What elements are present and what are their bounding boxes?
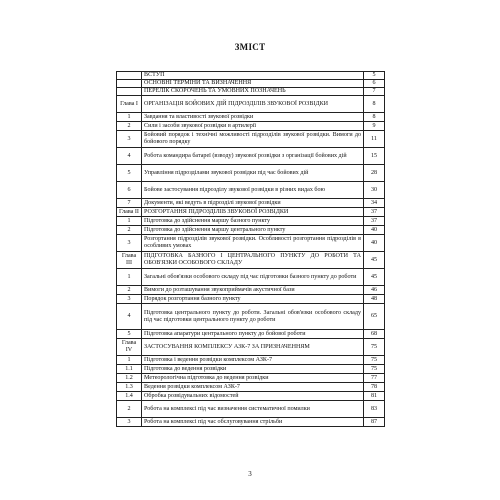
section-page: 8 — [364, 113, 385, 122]
section-title: ОСНОВНІ ТЕРМІНИ ТА ВИЗНАЧЕННЯ — [142, 80, 364, 88]
section-page: 45 — [364, 252, 385, 269]
table-row — [117, 113, 385, 122]
section-page: 75 — [364, 356, 385, 365]
section-number: 1 — [117, 269, 142, 286]
table-row — [117, 269, 385, 286]
section-page: 11 — [364, 131, 385, 148]
toc-body — [117, 72, 385, 427]
section-number: 7 — [117, 199, 142, 208]
section-number: 1 — [117, 356, 142, 365]
section-title: Робота на комплексі під час визначення систематичної помилки — [142, 401, 364, 418]
section-number: 6 — [117, 182, 142, 199]
section-page: 77 — [364, 374, 385, 383]
section-title: Сили і засоби звукової розвідки в артилерії — [142, 122, 364, 131]
table-row — [117, 235, 385, 252]
table-row — [117, 286, 385, 295]
section-title: Підготовка і ведення розвідки комплексом АЗК-7 — [142, 356, 364, 365]
section-title: Обробка розвідувальних відомостей — [142, 392, 364, 401]
table-row — [117, 356, 385, 365]
section-page: 75 — [364, 365, 385, 374]
section-title: ЗАСТОСУВАННЯ КОМПЛЕКСУ АЗК-7 ЗА ПРИЗНАЧЕННЯМ — [142, 339, 364, 356]
section-number: 2 — [117, 122, 142, 131]
section-title: Порядок розгортання базного пункту — [142, 295, 364, 304]
section-number: Глава ІІІ — [117, 252, 142, 269]
section-title: ОРГАНІЗАЦІЯ БОЙОВИХ ДІЙ ПІДРОЗДІЛІВ ЗВУКОВОЇ РОЗВІДКИ — [142, 96, 364, 113]
table-of-contents — [116, 71, 385, 427]
section-number — [117, 88, 142, 96]
section-title: Бойовий порядок і технічні можливості підрозділів звукової розвідки. Вимоги до бойового порядку — [142, 131, 364, 148]
table-row — [117, 165, 385, 182]
section-number: Глава ІІ — [117, 208, 142, 217]
table-row — [117, 226, 385, 235]
section-title: Підготовка до ведення розвідки — [142, 365, 364, 374]
table-row — [117, 131, 385, 148]
section-title: ПІДГОТОВКА БАЗНОГО І ЦЕНТРАЛЬНОГО ПУНКТУ ДО РОБОТИ ТА ОБОВ'ЯЗКИ ОСОБОВОГО СКЛАДУ — [142, 252, 364, 269]
section-title: Ведення розвідки комплексом АЗК-7 — [142, 383, 364, 392]
section-number: 4 — [117, 148, 142, 165]
section-page: 87 — [364, 418, 385, 427]
section-page: 7 — [364, 88, 385, 96]
section-page: 68 — [364, 330, 385, 339]
section-page: 78 — [364, 383, 385, 392]
table-row — [117, 96, 385, 113]
table-row — [117, 304, 385, 330]
section-title: ВСТУП — [142, 72, 364, 80]
table-row — [117, 401, 385, 418]
section-number: Глава IV — [117, 339, 142, 356]
table-row — [117, 72, 385, 80]
section-page: 37 — [364, 208, 385, 217]
section-title: Робота на комплексі під час обслуговування стрільби — [142, 418, 364, 427]
section-page: 6 — [364, 80, 385, 88]
section-number: 1.2 — [117, 374, 142, 383]
section-page: 28 — [364, 165, 385, 182]
section-title: Робота командира батареї (взводу) звукової розвідки з організації бойових дій — [142, 148, 364, 165]
table-row — [117, 252, 385, 269]
section-page: 75 — [364, 339, 385, 356]
section-page: 8 — [364, 96, 385, 113]
section-page: 34 — [364, 199, 385, 208]
section-number: 3 — [117, 235, 142, 252]
section-number: 1 — [117, 113, 142, 122]
section-number: 3 — [117, 418, 142, 427]
section-number: 1 — [117, 217, 142, 226]
table-row — [117, 88, 385, 96]
section-title: Підготовка до здійснення маршу базного пункту — [142, 217, 364, 226]
table-row — [117, 295, 385, 304]
section-number: 1.1 — [117, 365, 142, 374]
section-page: 45 — [364, 269, 385, 286]
section-page: 46 — [364, 286, 385, 295]
table-row — [117, 392, 385, 401]
section-number: 5 — [117, 330, 142, 339]
section-number: 2 — [117, 401, 142, 418]
table-row — [117, 122, 385, 131]
section-number: 3 — [117, 131, 142, 148]
section-title: Метеорологічна підготовка до ведення розвідки — [142, 374, 364, 383]
section-number: 1.3 — [117, 383, 142, 392]
section-number: 2 — [117, 226, 142, 235]
table-row — [117, 182, 385, 199]
table-row — [117, 199, 385, 208]
section-number: 1.4 — [117, 392, 142, 401]
section-title: Документи, які ведуть в підрозділі звукової розвідки — [142, 199, 364, 208]
section-page: 81 — [364, 392, 385, 401]
table-row — [117, 330, 385, 339]
section-title: Управління підрозділами звукової розвідки під час бойових дій — [142, 165, 364, 182]
section-number — [117, 72, 142, 80]
section-page: 37 — [364, 217, 385, 226]
section-title: Вимоги до розташування звукоприймачів акустичної бази — [142, 286, 364, 295]
section-number: 5 — [117, 165, 142, 182]
table-row — [117, 365, 385, 374]
section-title: Бойове застосування підрозділу звукової розвідки в різних видах бою — [142, 182, 364, 199]
section-title: Загальні обов'язки особового складу під час підготовки базного пункту до роботи — [142, 269, 364, 286]
section-page: 9 — [364, 122, 385, 131]
table-row — [117, 208, 385, 217]
section-page: 48 — [364, 295, 385, 304]
section-title: Завдання та властивості звукової розвідки — [142, 113, 364, 122]
section-page: 83 — [364, 401, 385, 418]
section-page: 40 — [364, 226, 385, 235]
page-title: ЗМІСТ — [234, 42, 266, 52]
section-title: РОЗГОРТАННЯ ПІДРОЗДІЛІВ ЗВУКОВОЇ РОЗВІДКИ — [142, 208, 364, 217]
section-number: 3 — [117, 295, 142, 304]
section-title: Розгортання підрозділів звукової розвідки. Особливості розгортання підрозділів в особливих умовах — [142, 235, 364, 252]
section-page: 30 — [364, 182, 385, 199]
table-row — [117, 148, 385, 165]
section-page: 65 — [364, 304, 385, 330]
section-title: Підготовка до здійснення маршу центрального пункту — [142, 226, 364, 235]
section-title: Підготовка апаратури центрального пункту до бойової роботи — [142, 330, 364, 339]
table-row — [117, 80, 385, 88]
section-number: 4 — [117, 304, 142, 330]
section-page: 40 — [364, 235, 385, 252]
section-page: 15 — [364, 148, 385, 165]
table-row — [117, 217, 385, 226]
table-row — [117, 339, 385, 356]
table-row — [117, 383, 385, 392]
table-row — [117, 374, 385, 383]
section-number: Глава І — [117, 96, 142, 113]
section-title: Підготовка центрального пункту до роботи. Загальні обов'язки особового складу під час підготовки центрального пункту до роботи — [142, 304, 364, 330]
page-number: 3 — [248, 470, 252, 478]
section-number: 2 — [117, 286, 142, 295]
section-title: ПЕРЕЛІК СКОРОЧЕНЬ ТА УМОВНИХ ПОЗНАЧЕНЬ — [142, 88, 364, 96]
table-row — [117, 418, 385, 427]
section-number — [117, 80, 142, 88]
section-page: 5 — [364, 72, 385, 80]
